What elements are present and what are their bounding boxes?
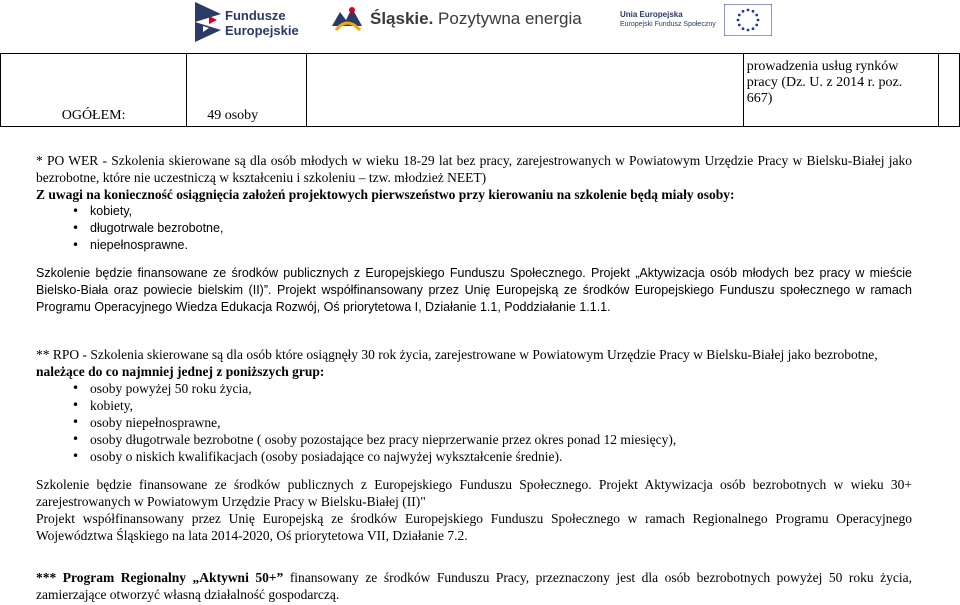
document-body <box>36 152 912 603</box>
list-item: • długotrwale bezrobotne, <box>36 220 912 237</box>
summary-table <box>0 53 960 127</box>
list-item: • niepełnosprawne. <box>36 237 912 254</box>
po-wer-paragraph: * PO WER - Szkolenia skierowane są dla osób młodych w wieku 18-29 lat bez pracy, zarejestrowanych w Powiatowym Urzędzie Pracy w Bielsku-Białej jako bezrobotne, które nie uczestniczą w kształceniu i szkoleniu – tzw. młodzież NEET) <box>36 153 912 185</box>
list-item: • osoby długotrwale bezrobotne ( osoby pozostające bez pracy nieprzerwanie przez okres ponad 12 miesięcy), <box>36 431 912 448</box>
logo-fe-line1: Fundusze <box>225 8 286 23</box>
unia-europejska-logo <box>620 4 770 38</box>
fundusze-europejskie-logo <box>195 2 299 42</box>
rpo-funding-paragraph-2: Projekt współfinansowany przez Unię Europejską ze środków Europejskiego Funduszu Społecznego w ramach Regionalnego Programu Operacyjnego Województwa Śląskiego na lata 2014-2020, Oś priorytetowa VII, Działanie 7.2. <box>36 511 912 543</box>
aktywni-paragraph: *** Program Regionalny „Aktywni 50+” finansowany ze środków Funduszu Pracy, przeznaczony jest dla osób bezrobotnych powyżej 50 roku życia, zamierzające otworzyć własną działalność gospodarczą. <box>36 570 913 602</box>
eu-flag-icon <box>724 4 772 36</box>
logo-fe-line2: Europejskie <box>225 23 299 38</box>
unia-europejska-text <box>620 10 716 30</box>
slaskie-mark-icon <box>330 4 364 36</box>
total-label-cell <box>1 54 187 127</box>
legal-basis-text: prowadzenia usług rynków pracy (Dz. U. z 2014 r. poz. 667) <box>746 59 903 106</box>
list-item: • osoby powyżej 50 roku życia, <box>36 380 912 397</box>
total-label: OGÓŁEM: <box>61 108 126 123</box>
list-item: • osoby o niskich kwalifikacjach (osoby posiadające co najwyżej wykształcenie średnie). <box>36 448 912 465</box>
priority-paragraph: Z uwagi na konieczność osiągnięcia założeń projektowych pierwszeństwo przy kierowaniu na szkolenie będą miały osoby: <box>36 187 735 202</box>
efs-funding-paragraph: Szkolenie będzie finansowane ze środków publicznych z Europejskiego Funduszu Społecznego. Projekt „Aktywizacja osób młodych bez pracy w mieście Bielsko-Biała oraz powiecie bielskim (II)”. Projekt współfinansowany przez Unię Europejską ze środków Europejskiego Funduszu społecznego w ramach Programu Operacyjnego Wiedza Edukacja Rozwój, Oś priorytetowa I, Działanie 1.1, Poddziałanie 1.1.1. <box>36 266 912 314</box>
priority-list <box>36 203 912 254</box>
total-count-cell <box>187 54 307 127</box>
list-item: • kobiety, <box>36 397 912 414</box>
legal-basis-cell <box>743 54 939 127</box>
empty-cell <box>306 54 743 127</box>
rpo-list <box>36 380 912 465</box>
rpo-paragraph: ** RPO - Szkolenia skierowane są dla osób które osiągnęły 30 rok życia, zarejestrowane w Powiatowym Urzędzie Pracy w Bielsku-Białej jako bezrobotne, należące do co najmniej jednej z poniższych grup: <box>36 347 878 379</box>
logo-sl-rest: Pozytywna energia <box>433 9 582 28</box>
logo-ue-line2: Europejski Fundusz Społeczny <box>620 21 716 28</box>
rpo-funding-paragraph-1: Szkolenie będzie finansowane ze środków publicznych z Europejskiego Funduszu Społecznego. Projekt Aktywizacja osób bezrobotnych w wieku 30+ zarejestrowanych w Powiatowym Urzędzie Pracy w Bielsku-Białej (II)" <box>36 477 912 509</box>
edge-cell <box>939 54 960 127</box>
logo-sl-bold: Śląskie. <box>370 9 434 28</box>
table-row <box>1 54 960 127</box>
slaskie-logo <box>330 4 582 36</box>
logo-bar <box>0 0 960 44</box>
list-item: • osoby niepełnosprawne, <box>36 414 912 431</box>
slaskie-text <box>370 9 582 29</box>
total-count: 49 osoby <box>207 108 259 123</box>
fundusze-europejskie-text <box>225 8 299 38</box>
fundusze-europejskie-mark-icon <box>195 2 221 42</box>
logo-ue-line1: Unia Europejska <box>620 10 683 19</box>
list-item: • kobiety, <box>36 203 912 220</box>
